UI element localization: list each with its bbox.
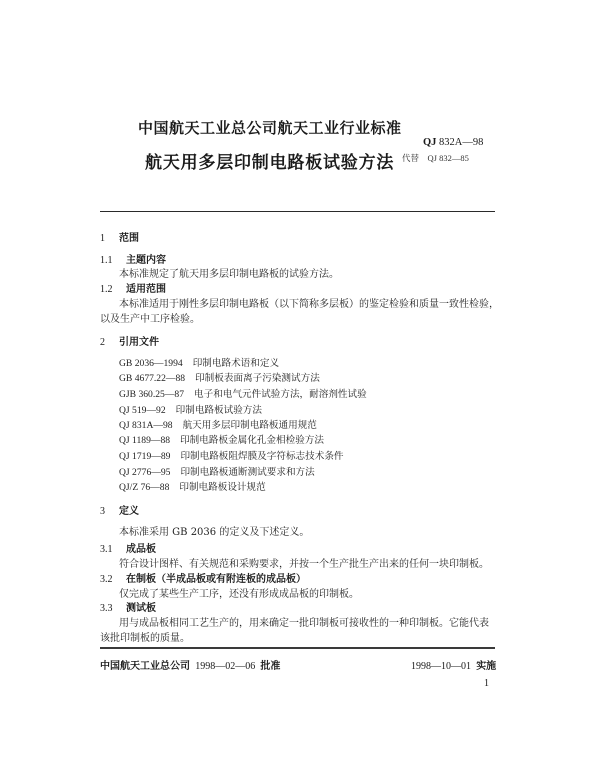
footer-issuer: 中国航天工业总公司 [100,661,190,672]
reference-item [119,370,320,384]
section-3-2-heading [100,570,306,585]
reference-item [119,402,262,416]
header-divider [100,211,495,212]
reference-code: GJB 360.25—87 [119,389,185,400]
section-1-2-text-line2: 以及生产中工序检验。 [100,314,200,325]
section-title: 范围 [119,233,139,244]
section-title: 在制板（半成品板或有附连板的成品板） [126,574,306,585]
standard-number [423,137,483,148]
section-1-1-text: 本标准规定了航天用多层印制电路板的试验方法。 [119,269,339,280]
reference-item [119,355,279,369]
section-3-1-heading [100,540,156,555]
reference-item [119,386,367,400]
page-number: 1 [484,678,489,689]
section-3-1-text: 符合设计图样、有关规范和采购要求，并按一个生产批生产出来的任何一块印制板。 [119,559,489,570]
reference-title: 印制电路板试验方法 [175,405,262,416]
reference-code: QJ 2776—95 [119,467,171,478]
section-3-intro: 本标准采用 GB 2036 的定义及下述定义。 [119,527,310,538]
approval-date: 1998—02—06 [195,661,256,672]
reference-code: QJ/Z 76—88 [119,482,170,493]
reference-title: 印制板表面离子污染测试方法 [195,373,320,384]
reference-item [119,417,317,431]
section-3-3-heading [100,599,156,614]
replaces-value: QJ 832—85 [427,153,469,163]
replaces-label: 代替 [402,153,420,163]
section-1-2-text-line1: 本标准适用于刚性多层印制电路板（以下简称多层板）的鉴定检验和质量一致性检验， [119,299,499,310]
section-1-heading [100,229,139,244]
section-1-1-heading [100,251,166,266]
footer-divider [100,647,495,649]
section-3-heading [100,502,139,517]
section-3-2-text: 仅完成了某些生产工序，还没有形成成品板的印制板。 [119,589,359,600]
reference-title: 印制电路板通断测试要求和方法 [180,467,315,478]
reference-title: 印制电路板金属化孔金相检验方法 [180,435,324,446]
reference-code: QJ 831A—98 [119,420,173,431]
section-number: 3.1 [100,544,113,555]
section-number: 3.2 [100,574,113,585]
reference-item [119,432,324,446]
section-title: 成品板 [126,544,156,555]
reference-code: GB 2036—1994 [119,358,183,369]
approval-label: 批准 [260,661,281,672]
section-number: 2 [100,337,105,348]
section-number: 1 [100,233,105,244]
section-2-heading [100,333,159,348]
effective-date: 1998—10—01 [411,661,471,672]
footer-approval [100,657,280,672]
section-title: 适用范围 [126,284,166,295]
document-title: 航天用多层印制电路板试验方法 [145,153,395,173]
reference-title: 印制电路术语和定义 [192,358,280,369]
section-3-3-text-line1: 用与成品板相同工艺生产的，用来确定一批印制板可接收性的一种印制板。它能代表 [119,618,489,629]
effective-label: 实施 [476,661,497,672]
section-number: 3.3 [100,603,113,614]
reference-item [119,464,315,478]
reference-code: GB 4677.22—88 [119,373,186,384]
section-title: 引用文件 [119,337,159,348]
reference-code: QJ 1189—88 [119,435,171,446]
reference-title: 印制电路板阻焊膜及字符标志技术条件 [180,451,344,462]
section-number: 1.2 [100,284,113,295]
reference-title: 印制电路板设计规范 [179,482,266,493]
standard-number-prefix: QJ [423,137,437,148]
section-title: 定义 [119,506,139,517]
section-title: 测试板 [126,603,156,614]
reference-code: QJ 1719—89 [119,451,171,462]
section-1-2-heading [100,280,166,295]
reference-title: 航天用多层印制电路板通用规范 [182,420,317,431]
reference-item [119,448,344,462]
standard-number-value: 832A—98 [439,137,484,148]
section-number: 3 [100,506,105,517]
footer-effective [411,657,496,672]
replaces-standard [402,152,469,164]
reference-title: 电子和电气元件试验方法，耐溶剂性试验 [194,389,367,400]
reference-item [119,479,266,493]
organization-title: 中国航天工业总公司航天工业行业标准 [138,119,402,137]
reference-code: QJ 519—92 [119,405,166,416]
section-number: 1.1 [100,255,113,266]
section-title: 主题内容 [126,255,166,266]
section-3-3-text-line2: 该批印制板的质量。 [100,633,190,644]
